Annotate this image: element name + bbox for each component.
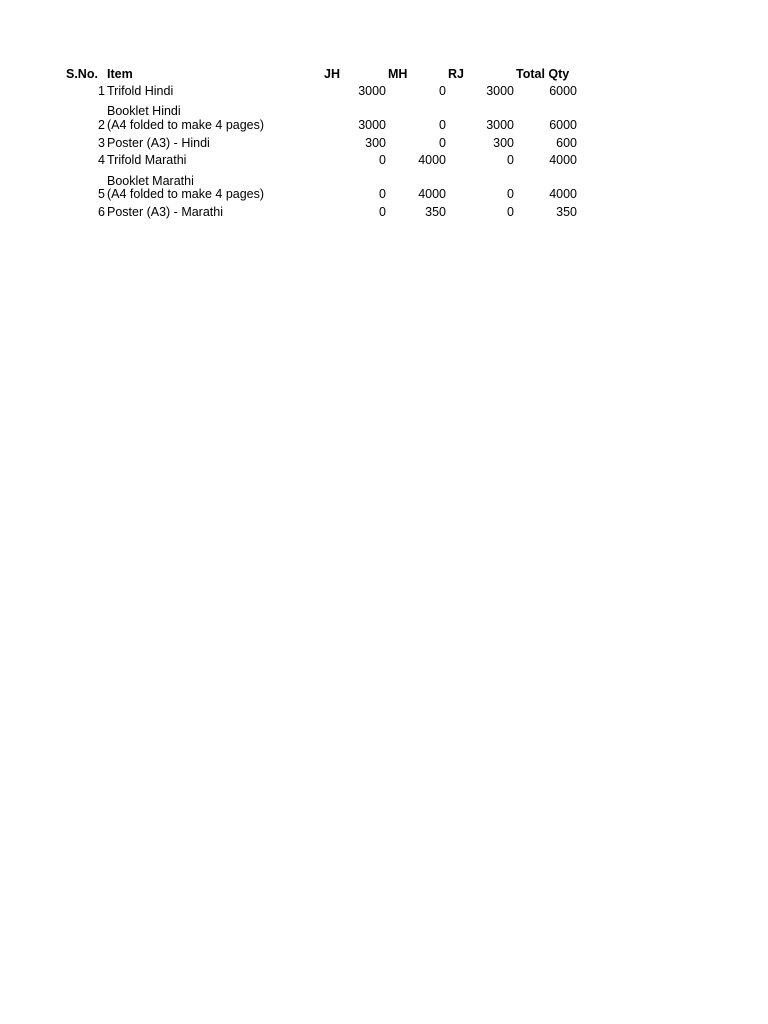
row-item: Booklet Marathi <box>107 174 194 188</box>
row-rj: 0 <box>507 153 514 167</box>
row-mh: 4000 <box>418 153 446 167</box>
row-mh: 0 <box>439 118 446 132</box>
row-sno: 6 <box>98 205 105 219</box>
row-rj: 3000 <box>486 118 514 132</box>
row-sno: 2 <box>98 118 105 132</box>
row-rj: 0 <box>507 187 514 201</box>
row-total: 6000 <box>549 118 577 132</box>
row-rj: 0 <box>507 205 514 219</box>
row-jh: 0 <box>379 153 386 167</box>
row-mh: 0 <box>439 136 446 150</box>
header-mh: MH <box>388 67 408 81</box>
header-total-qty: Total Qty <box>516 67 570 81</box>
row-sno: 1 <box>98 84 105 98</box>
row-item-line2: (A4 folded to make 4 pages) <box>107 118 265 132</box>
header-jh: JH <box>324 67 340 81</box>
row-total: 4000 <box>549 153 577 167</box>
row-sno: 4 <box>98 153 105 167</box>
row-item: Poster (A3) - Hindi <box>107 136 210 150</box>
row-sno: 3 <box>98 136 105 150</box>
row-rj: 300 <box>493 136 514 150</box>
row-total: 600 <box>556 136 577 150</box>
header-rj: RJ <box>448 67 464 81</box>
row-item-line2: (A4 folded to make 4 pages) <box>107 187 265 201</box>
row-item: Trifold Marathi <box>107 153 187 167</box>
row-jh: 3000 <box>358 84 386 98</box>
row-total: 350 <box>556 205 577 219</box>
header-item: Item <box>107 67 133 81</box>
row-total: 4000 <box>549 187 577 201</box>
row-rj: 3000 <box>486 84 514 98</box>
row-total: 6000 <box>549 84 577 98</box>
row-jh: 0 <box>379 187 386 201</box>
row-mh: 350 <box>425 205 446 219</box>
row-jh: 0 <box>379 205 386 219</box>
row-sno: 5 <box>98 187 105 201</box>
row-item: Booklet Hindi <box>107 104 181 118</box>
header-sno: S.No. <box>66 67 98 81</box>
row-item: Trifold Hindi <box>107 84 174 98</box>
row-mh: 0 <box>439 84 446 98</box>
row-jh: 3000 <box>358 118 386 132</box>
row-item: Poster (A3) - Marathi <box>107 205 224 219</box>
row-jh: 300 <box>365 136 386 150</box>
row-mh: 4000 <box>418 187 446 201</box>
